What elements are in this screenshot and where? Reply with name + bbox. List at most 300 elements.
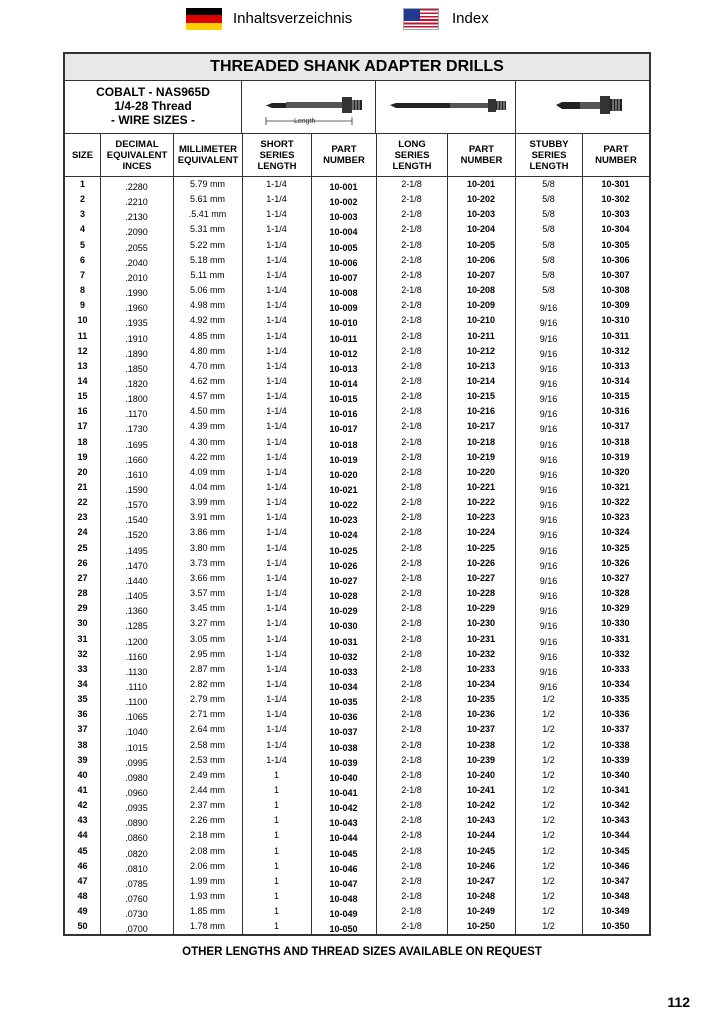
cell-short-length: 1-1/4: [266, 209, 287, 220]
cell-long-length: 2-1/8: [401, 860, 422, 871]
cell-short-length: 1-1/4: [266, 482, 287, 492]
cell-long-length: 2-1/8: [401, 678, 422, 689]
cell-size: 34: [77, 678, 88, 689]
cell-decimal: .1910: [125, 333, 148, 344]
cell-millimeter: 5.11 mm: [190, 269, 225, 280]
cell-decimal: .2010: [125, 272, 148, 283]
cell-short-length: 1-1/4: [266, 406, 287, 417]
cell-long-part: 10-212: [466, 345, 496, 356]
cell-short-part: 10-033: [329, 666, 358, 677]
cell-stubby-length: 9/16: [539, 454, 558, 465]
cell-long-part: 10-248: [466, 891, 496, 902]
cell-size: 44: [77, 830, 88, 841]
cell-decimal: .1570: [125, 500, 148, 511]
cell-short-length: 1: [273, 875, 279, 886]
cell-long-length: 2-1/8: [401, 360, 422, 371]
cell-long-part: 10-237: [466, 724, 496, 735]
cell-short-length: 1-1/4: [266, 224, 287, 235]
cell-stubby-length: 1/2: [542, 815, 555, 826]
table-row: [65, 525, 649, 540]
cell-stubby-part: 10-310: [601, 315, 630, 326]
cell-short-length: 1-1/4: [266, 421, 287, 432]
usa-flag-icon[interactable]: [403, 8, 439, 30]
cell-millimeter: 4.39 mm: [189, 421, 225, 432]
cell-millimeter: 4.98 mm: [189, 300, 225, 311]
cell-short-length: 1-1/4: [266, 694, 287, 705]
cell-long-part: 10-241: [466, 785, 496, 795]
cell-decimal: .0960: [125, 788, 148, 798]
cell-short-part: 10-039: [329, 757, 358, 768]
cell-decimal: .1960: [125, 303, 148, 314]
cell-millimeter: 4.70 mm: [189, 360, 225, 371]
drill-table: [63, 52, 651, 936]
cell-long-length: 2-1/8: [401, 209, 422, 220]
cell-stubby-part: 10-324: [601, 527, 630, 538]
cell-short-length: 1-1/4: [266, 345, 287, 356]
cell-long-length: 2-1/8: [401, 557, 422, 568]
table-row: [65, 722, 649, 737]
cell-short-part: 10-036: [329, 712, 358, 723]
cell-short-part: 10-004: [329, 227, 358, 238]
cell-size: 27: [77, 572, 88, 583]
cell-short-length: 1: [273, 769, 279, 780]
cell-short-length: 1-1/4: [266, 451, 287, 462]
cell-stubby-part: 10-316: [601, 406, 630, 417]
cell-size: 9: [79, 300, 85, 311]
header-short-length: SHORT SERIES LENGTH: [242, 134, 311, 176]
footer-note: OTHER LENGTHS AND THREAD SIZES AVAILABLE ON REQUEST: [182, 946, 542, 958]
cell-short-part: 10-020: [329, 469, 358, 480]
cell-short-length: 1-1/4: [266, 315, 287, 326]
table-row: [65, 313, 649, 328]
cell-long-part: 10-209: [466, 300, 496, 311]
cell-stubby-part: 10-311: [601, 330, 630, 341]
cell-long-part: 10-233: [466, 663, 496, 674]
cell-long-length: 2-1/8: [401, 906, 422, 917]
cell-long-length: 2-1/8: [401, 406, 422, 417]
cell-millimeter: 2.37 mm: [189, 800, 225, 811]
cell-long-length: 2-1/8: [401, 709, 422, 720]
page-number: 112: [667, 994, 690, 1010]
cell-stubby-length: 9/16: [539, 348, 558, 359]
cell-long-part: 10-229: [466, 603, 496, 614]
cell-short-length: 1-1/4: [266, 678, 287, 689]
cell-stubby-part: 10-319: [601, 451, 630, 462]
cell-stubby-part: 10-334: [601, 678, 630, 689]
cell-stubby-part: 10-341: [601, 785, 630, 795]
cell-long-length: 2-1/8: [401, 739, 422, 750]
cell-long-length: 2-1/8: [401, 754, 422, 765]
cell-size: 49: [77, 906, 88, 917]
cell-short-length: 1-1/4: [266, 557, 287, 568]
cell-decimal: .1440: [125, 575, 148, 586]
cell-stubby-part: 10-335: [601, 694, 630, 705]
cell-millimeter: 3.80 mm: [189, 542, 225, 553]
cell-stubby-length: 1/2: [542, 921, 555, 932]
cell-short-part: 10-045: [329, 848, 358, 859]
cell-short-part: 10-029: [329, 606, 358, 617]
cell-short-length: 1-1/4: [266, 739, 287, 750]
cell-long-part: 10-205: [466, 239, 496, 250]
cell-size: 20: [77, 466, 88, 477]
series-sizes: - WIRE SIZES -: [111, 113, 195, 127]
cell-short-length: 1-1/4: [266, 375, 287, 386]
cell-short-length: 1: [273, 906, 279, 917]
cell-millimeter: 4.22 mm: [189, 451, 225, 462]
cell-size: 3: [79, 209, 85, 220]
table-row: [65, 616, 649, 631]
cell-millimeter: 1.99 mm: [189, 875, 225, 886]
cell-short-length: 1-1/4: [266, 436, 287, 447]
table-row: [65, 586, 649, 601]
cell-short-part: 10-022: [329, 500, 358, 511]
cell-stubby-part: 10-326: [601, 557, 630, 568]
cell-size: 11: [77, 330, 88, 341]
cell-stubby-part: 10-302: [601, 194, 630, 205]
cell-short-part: 10-007: [329, 272, 358, 283]
cell-decimal: .1590: [125, 485, 148, 495]
cell-millimeter: 3.66 mm: [189, 572, 225, 583]
cell-size: 48: [77, 891, 88, 902]
cell-long-length: 2-1/8: [401, 648, 422, 659]
cell-long-part: 10-247: [466, 875, 496, 886]
cell-short-part: 10-047: [329, 878, 358, 889]
cell-decimal: .1935: [125, 318, 148, 329]
cell-long-part: 10-206: [466, 254, 496, 265]
cell-millimeter: 4.62 mm: [189, 375, 225, 386]
cell-stubby-length: 1/2: [542, 830, 555, 841]
cell-long-part: 10-203: [466, 209, 496, 220]
header-size: SIZE: [71, 149, 94, 161]
cell-short-part: 10-048: [329, 894, 358, 905]
cell-decimal: .1820: [125, 378, 148, 389]
cell-stubby-part: 10-315: [601, 391, 630, 402]
table-row: [65, 571, 649, 586]
cell-long-length: 2-1/8: [401, 830, 422, 841]
cell-long-part: 10-240: [466, 769, 496, 780]
cell-short-length: 1-1/4: [266, 285, 287, 296]
cell-long-part: 10-216: [466, 406, 496, 417]
cell-stubby-length: 9/16: [539, 560, 558, 571]
cell-size: 21: [77, 482, 88, 492]
cell-millimeter: 4.04 mm: [189, 482, 225, 492]
cell-size: 43: [77, 815, 88, 826]
table-row: [65, 738, 649, 753]
cell-long-part: 10-238: [466, 739, 496, 750]
cell-decimal: .2280: [125, 182, 148, 192]
cell-millimeter: 5.22 mm: [189, 239, 225, 250]
cell-short-length: 1: [273, 891, 279, 902]
cell-stubby-part: 10-346: [601, 860, 630, 871]
cell-size: 1: [79, 179, 85, 189]
header-decimal: DECIMAL EQUIVALENT INCES: [100, 134, 173, 176]
cell-decimal: .1200: [125, 636, 148, 647]
cell-short-part: 10-049: [329, 909, 358, 920]
cell-short-part: 10-050: [329, 924, 358, 935]
cell-millimeter: 1.93 mm: [189, 891, 225, 902]
cell-decimal: .0760: [125, 894, 148, 905]
cell-stubby-length: 9/16: [539, 439, 558, 450]
cell-short-length: 1-1/4: [266, 527, 287, 538]
table-row: [65, 268, 649, 283]
cell-stubby-part: 10-345: [601, 845, 630, 856]
cell-stubby-part: 10-325: [601, 542, 630, 553]
cell-short-part: 10-031: [329, 636, 358, 647]
cell-size: 35: [77, 694, 88, 705]
cell-size: 17: [77, 421, 88, 432]
cell-decimal: .1990: [125, 288, 148, 299]
cell-long-part: 10-226: [466, 557, 496, 568]
table-row: [65, 677, 649, 692]
header-millimeter: MILLIMETER EQUIVALENT: [173, 134, 242, 176]
cell-short-part: 10-040: [329, 772, 358, 783]
cell-stubby-length: 1/2: [542, 906, 555, 917]
cell-long-length: 2-1/8: [401, 785, 422, 795]
cell-long-length: 2-1/8: [401, 421, 422, 432]
cell-stubby-length: 1/2: [542, 845, 555, 856]
cell-stubby-length: 9/16: [539, 394, 558, 405]
cell-millimeter: 2.87 mm: [189, 663, 225, 674]
table-row: [65, 253, 649, 268]
cell-millimeter: 3.27 mm: [189, 618, 225, 629]
cell-long-part: 10-243: [466, 815, 496, 826]
cell-stubby-part: 10-349: [601, 906, 630, 917]
cell-long-length: 2-1/8: [401, 315, 422, 326]
table-row: [65, 419, 649, 434]
cell-stubby-length: 9/16: [539, 318, 558, 329]
cell-millimeter: 5.79 mm: [189, 179, 225, 189]
cell-stubby-length: 1/2: [542, 800, 555, 811]
cell-short-part: 10-016: [329, 409, 358, 420]
cell-long-part: 10-201: [466, 179, 496, 189]
cell-long-part: 10-219: [466, 451, 496, 462]
cell-size: 18: [77, 436, 88, 447]
cell-long-part: 10-207: [466, 269, 496, 280]
cell-decimal: .2130: [125, 212, 148, 223]
table-row: [65, 874, 649, 889]
cell-short-length: 1-1/4: [266, 512, 287, 523]
cell-short-part: 10-011: [329, 333, 358, 344]
cell-decimal: .2055: [125, 242, 148, 253]
cell-stubby-length: 9/16: [539, 378, 558, 389]
cell-decimal: .1285: [125, 621, 148, 632]
table-row: [65, 298, 649, 313]
cell-millimeter: 5.06 mm: [189, 285, 225, 296]
cell-long-length: 2-1/8: [401, 512, 422, 523]
table-row: [65, 783, 649, 798]
cell-short-part: 10-019: [329, 454, 358, 465]
cell-size: 33: [77, 663, 88, 674]
cell-long-length: 2-1/8: [401, 663, 422, 674]
cell-size: 6: [79, 254, 85, 265]
table-row: [65, 344, 649, 359]
cell-long-length: 2-1/8: [401, 239, 422, 250]
table-row: [65, 919, 649, 934]
cell-long-length: 2-1/8: [401, 769, 422, 780]
cell-size: 31: [77, 633, 88, 644]
table-row: [65, 465, 649, 480]
cell-size: 2: [79, 194, 85, 205]
cell-decimal: .1520: [125, 530, 148, 541]
cell-short-length: 1: [273, 830, 279, 841]
cell-size: 39: [77, 754, 88, 765]
cell-short-part: 10-009: [329, 303, 358, 314]
cell-short-length: 1-1/4: [266, 588, 287, 599]
cell-size: 13: [77, 360, 88, 371]
cell-size: 7: [79, 269, 85, 280]
cell-long-part: 10-202: [466, 194, 496, 205]
cell-long-part: 10-213: [466, 360, 496, 371]
cell-short-part: 10-006: [329, 257, 358, 268]
cell-stubby-part: 10-307: [601, 269, 630, 280]
cell-stubby-length: 9/16: [539, 666, 558, 677]
cell-stubby-length: 5/8: [542, 209, 555, 220]
cell-long-part: 10-211: [467, 330, 495, 341]
long-drill-image: [375, 81, 516, 133]
english-index-link[interactable]: Index: [452, 10, 489, 27]
cell-long-length: 2-1/8: [401, 330, 422, 341]
cell-short-part: 10-027: [329, 575, 358, 586]
cell-stubby-length: 9/16: [539, 303, 558, 314]
cell-stubby-length: 5/8: [542, 179, 555, 189]
table-row: [65, 904, 649, 919]
language-nav: [0, 6, 724, 32]
cell-stubby-part: 10-343: [601, 815, 630, 826]
cell-millimeter: 2.26 mm: [189, 815, 225, 826]
cell-long-length: 2-1/8: [401, 224, 422, 235]
series-description: [65, 81, 241, 133]
cell-stubby-length: 9/16: [539, 621, 558, 632]
table-row: [65, 404, 649, 419]
cell-size: 23: [77, 512, 88, 523]
cell-short-part: 10-018: [329, 439, 358, 450]
cell-stubby-length: 5/8: [542, 285, 555, 296]
cell-stubby-length: 9/16: [539, 363, 558, 374]
cell-long-length: 2-1/8: [401, 482, 422, 492]
long-drill-icon: [376, 81, 516, 133]
cell-short-length: 1-1/4: [266, 709, 287, 720]
header-short-part: PART NUMBER: [311, 134, 376, 176]
cell-millimeter: 3.86 mm: [189, 527, 225, 538]
cell-decimal: .1110: [125, 681, 148, 692]
cell-long-length: 2-1/8: [401, 618, 422, 629]
cell-millimeter: 2.53 mm: [189, 754, 225, 765]
cell-size: 50: [77, 921, 88, 932]
column-headers: [65, 134, 649, 177]
cell-short-length: 1-1/4: [266, 663, 287, 674]
table-body: [65, 177, 649, 934]
cell-short-length: 1-1/4: [266, 572, 287, 583]
cell-short-length: 1-1/4: [266, 360, 287, 371]
cell-stubby-part: 10-321: [601, 482, 630, 492]
table-row: [65, 222, 649, 237]
cell-size: 4: [79, 224, 85, 235]
cell-long-part: 10-217: [466, 421, 496, 432]
cell-stubby-part: 10-306: [601, 254, 630, 265]
cell-millimeter: 4.80 mm: [189, 345, 225, 356]
cell-short-part: 10-026: [329, 560, 358, 571]
cell-stubby-length: 9/16: [539, 485, 558, 495]
cell-size: 25: [77, 542, 88, 553]
cell-stubby-part: 10-320: [601, 466, 630, 477]
table-row: [65, 662, 649, 677]
cell-long-length: 2-1/8: [401, 694, 422, 705]
cell-short-length: 1: [273, 800, 279, 811]
cell-millimeter: 2.71 mm: [189, 709, 225, 720]
cell-short-part: 10-044: [329, 833, 358, 844]
cell-stubby-length: 9/16: [539, 681, 558, 692]
cell-stubby-part: 10-304: [601, 224, 630, 235]
header-stubby-part: PART NUMBER: [582, 134, 649, 176]
germany-flag-icon[interactable]: [186, 8, 222, 30]
cell-size: 30: [77, 618, 88, 629]
cell-stubby-part: 10-309: [601, 300, 630, 311]
table-row: [65, 859, 649, 874]
cell-long-part: 10-204: [466, 224, 496, 235]
cell-long-length: 2-1/8: [401, 497, 422, 508]
cell-short-part: 10-046: [329, 863, 358, 874]
cell-stubby-length: 9/16: [539, 651, 558, 662]
length-label: Length: [294, 118, 316, 125]
cell-short-length: 1-1/4: [266, 618, 287, 629]
cell-stubby-part: 10-314: [601, 375, 630, 386]
cell-decimal: .0860: [125, 833, 148, 844]
cell-long-part: 10-210: [466, 315, 496, 326]
cell-stubby-part: 10-318: [601, 436, 630, 447]
cell-long-length: 2-1/8: [401, 179, 422, 189]
cell-stubby-part: 10-333: [601, 663, 630, 674]
cell-size: 24: [77, 527, 88, 538]
cell-stubby-length: 5/8: [542, 269, 555, 280]
cell-stubby-part: 10-317: [601, 421, 630, 432]
cell-short-part: 10-028: [329, 591, 358, 602]
cell-long-part: 10-244: [466, 830, 496, 841]
cell-short-part: 10-012: [329, 348, 358, 359]
cell-decimal: .1850: [125, 363, 148, 374]
cell-long-part: 10-230: [466, 618, 496, 629]
cell-millimeter: 5.18 mm: [189, 254, 225, 265]
cell-short-part: 10-021: [329, 485, 358, 495]
cell-long-part: 10-250: [466, 921, 496, 932]
cell-long-part: 10-242: [466, 800, 496, 811]
cell-stubby-part: 10-322: [601, 497, 630, 508]
cell-long-part: 10-235: [466, 694, 496, 705]
table-row: [65, 283, 649, 298]
cell-long-part: 10-227: [466, 572, 496, 583]
cell-stubby-length: 9/16: [539, 606, 558, 617]
cell-long-part: 10-220: [466, 466, 496, 477]
cell-millimeter: 2.64 mm: [189, 724, 225, 735]
cell-long-length: 2-1/8: [401, 466, 422, 477]
cell-size: 12: [77, 345, 88, 356]
table-row: [65, 632, 649, 647]
cell-stubby-part: 10-312: [601, 345, 630, 356]
stubby-drill-icon: [516, 81, 650, 133]
cell-millimeter: 3.45 mm: [189, 603, 225, 614]
cell-long-part: 10-225: [466, 542, 496, 553]
cell-size: 5: [79, 239, 85, 250]
cell-decimal: .0980: [125, 772, 148, 783]
table-row: [65, 707, 649, 722]
cell-long-length: 2-1/8: [401, 345, 422, 356]
cell-decimal: .1170: [125, 409, 148, 420]
cell-millimeter: 2.44 mm: [189, 785, 225, 795]
cell-long-part: 10-231: [466, 633, 496, 644]
german-index-link[interactable]: Inhaltsverzeichnis: [233, 10, 353, 27]
cell-short-length: 1-1/4: [266, 542, 287, 553]
cell-long-length: 2-1/8: [401, 254, 422, 265]
cell-long-length: 2-1/8: [401, 875, 422, 886]
